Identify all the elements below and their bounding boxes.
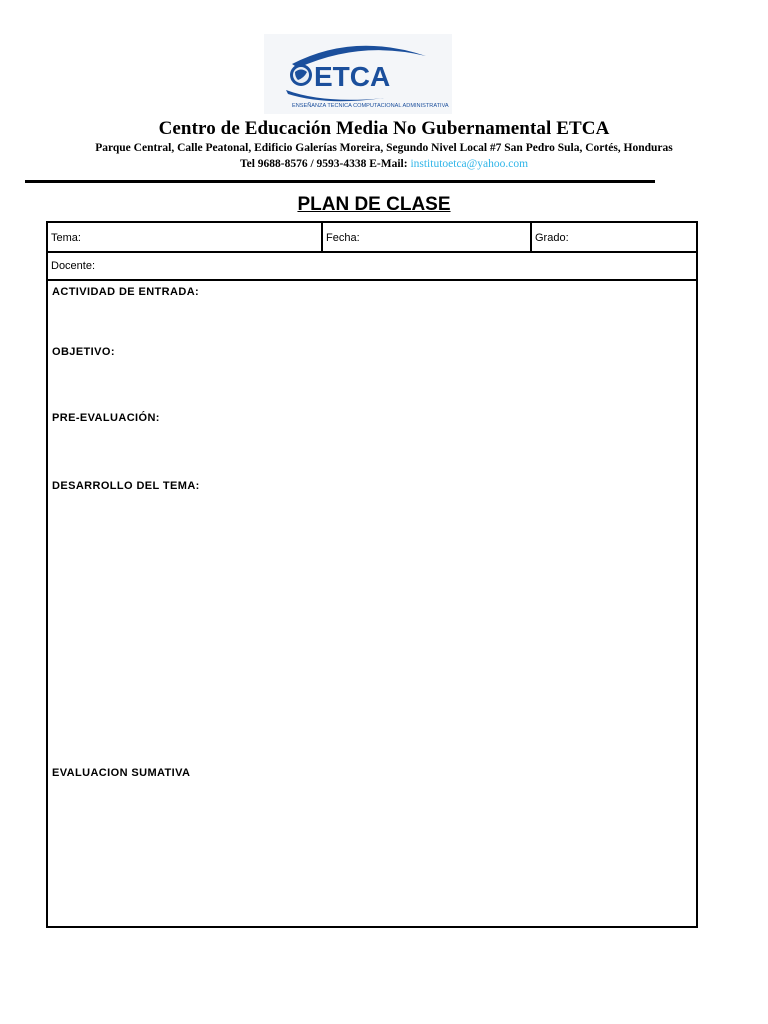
etca-logo-graphic <box>264 34 452 114</box>
organization-name: Centro de Educación Media No Gubernamental ETCA <box>158 118 610 139</box>
contact-line <box>0 158 768 170</box>
lesson-plan-form <box>46 221 698 928</box>
etca-logo <box>264 34 452 114</box>
tema-field[interactable] <box>48 223 323 251</box>
fecha-field[interactable] <box>323 223 532 251</box>
section-actividad-entrada: ACTIVIDAD DE ENTRADA: <box>52 286 200 298</box>
email-link[interactable]: institutoetca@yahoo.com <box>410 158 529 170</box>
tema-label: Tema: <box>51 232 81 244</box>
logo-wordmark: ETCA <box>314 61 391 92</box>
docente-field[interactable] <box>48 253 696 281</box>
grado-field[interactable] <box>532 223 698 251</box>
section-pre-evaluacion: PRE-EVALUACIÓN: <box>52 412 160 424</box>
address-line: Parque Central, Calle Peatonal, Edificio Galerías Moreira, Segundo Nivel Local #7 San Pedro Sula, Cortés, Honduras <box>95 142 673 154</box>
form-header-row <box>48 223 696 253</box>
header-divider <box>25 180 655 183</box>
grado-label: Grado: <box>535 232 569 244</box>
section-desarrollo-tema: DESARROLLO DEL TEMA: <box>52 480 200 492</box>
section-objetivo: OBJETIVO: <box>52 346 115 358</box>
phone-info: Tel 9688-8576 / 9593-4338 E-Mail: <box>239 158 408 170</box>
fecha-label: Fecha: <box>326 232 360 244</box>
section-evaluacion-sumativa: EVALUACION SUMATIVA <box>52 767 191 779</box>
page-title: PLAN DE CLASE <box>297 194 451 215</box>
logo-tagline: ENSEÑANZA TECNICA COMPUTACIONAL ADMINISTRATIVA <box>292 103 449 109</box>
docente-label: Docente: <box>51 260 96 272</box>
